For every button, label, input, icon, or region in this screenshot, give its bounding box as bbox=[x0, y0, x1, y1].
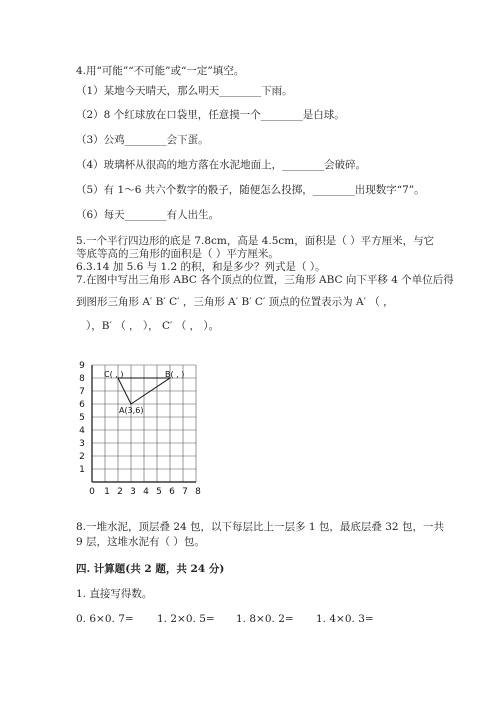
y-tick-label: 5 bbox=[79, 413, 85, 423]
y-tick-label: 8 bbox=[79, 374, 85, 384]
calc-item-1: 0. 6×0. 7= bbox=[76, 613, 134, 625]
q4-item-5: （5）有 1～6 共六个数字的骰子，随便怎么投掷，________出现数字“7”。 bbox=[76, 184, 425, 196]
calc-q1-title: 1. 直接写得数。 bbox=[76, 588, 153, 600]
q4-item-2: （2）8 个红球放在口袋里，任意摸一个________是白球。 bbox=[76, 109, 345, 121]
q7-line-2: 到图形三角形 A′ B′ C′ ，三角形 A′ B′ C′ 顶点的位置表示为 A′ （ ， bbox=[76, 296, 394, 308]
x-tick-label: 8 bbox=[195, 487, 201, 497]
q4-item-4: （4）玻璃杯从很高的地方落在水泥地面上，________会破碎。 bbox=[76, 159, 367, 171]
q4-item-3: （3）公鸡________会下蛋。 bbox=[76, 134, 209, 146]
label-c: C( , ) bbox=[104, 370, 124, 379]
x-tick-label: 1 bbox=[104, 487, 110, 497]
q5-line-1: 5.一个平行四边形的底是 7.8cm，高是 4.5cm，面积是（ ）平方厘米，与它 bbox=[76, 235, 435, 247]
x-tick-label: 7 bbox=[182, 487, 188, 497]
x-tick-label: 4 bbox=[143, 487, 149, 497]
calc-item-4: 1. 4×0. 3= bbox=[316, 613, 374, 625]
q5-line-2: 等底等高的三角形的面积是（ ）平方厘米。 bbox=[76, 248, 279, 260]
grid-lines bbox=[92, 365, 196, 482]
q7-line-3: ），B′ （ ， ）， C′ （ ， ）。 bbox=[86, 320, 220, 332]
x-tick-label: 3 bbox=[130, 487, 136, 497]
q4-item-1: （1）某地今天晴天，那么明天________下雨。 bbox=[76, 85, 293, 97]
q4-item-6: （6）每天________有人出生。 bbox=[76, 209, 220, 221]
section-4-title: 四. 计算题(共 2 题，共 24 分) bbox=[76, 563, 225, 575]
y-tick-label: 1 bbox=[79, 465, 85, 475]
x-tick-labels bbox=[89, 487, 201, 497]
grid-svg bbox=[76, 352, 206, 497]
y-tick-label: 7 bbox=[79, 387, 85, 397]
q6-line-1: 6.3.14 加 5.6 与 1.2 的积，和是多少？列式是（ ）。 bbox=[76, 261, 326, 273]
label-a: A(3,6) bbox=[119, 406, 144, 415]
y-tick-label: 3 bbox=[79, 439, 85, 449]
calc-item-3: 1. 8×0. 2= bbox=[236, 613, 294, 625]
y-tick-label: 6 bbox=[79, 400, 85, 410]
calc-item-2: 1. 2×0. 5= bbox=[157, 613, 215, 625]
y-tick-label: 4 bbox=[79, 426, 85, 436]
x-tick-label: 6 bbox=[169, 487, 175, 497]
q4-title: 4.用“可能”“不可能”或“一定”填空。 bbox=[76, 65, 245, 77]
y-tick-labels bbox=[79, 361, 85, 475]
x-tick-label: 0 bbox=[89, 487, 95, 497]
y-tick-label: 9 bbox=[79, 361, 85, 371]
x-tick-label: 2 bbox=[117, 487, 123, 497]
y-tick-label: 2 bbox=[79, 452, 85, 462]
coordinate-grid bbox=[76, 352, 206, 501]
label-b: B( , ) bbox=[165, 370, 185, 379]
q8-line-2: 9 层，这堆水泥有（ ）包。 bbox=[76, 536, 205, 548]
q7-line-1: 7.在图中写出三角形 ABC 各个顶点的位置，三角形 ABC 向下平移 4 个单位后得 bbox=[76, 274, 454, 286]
x-tick-label: 5 bbox=[156, 487, 162, 497]
q8-line-1: 8.一堆水泥，顶层叠 24 包，以下每层比上一层多 1 包，最底层叠 32 包，一共 bbox=[76, 521, 444, 533]
